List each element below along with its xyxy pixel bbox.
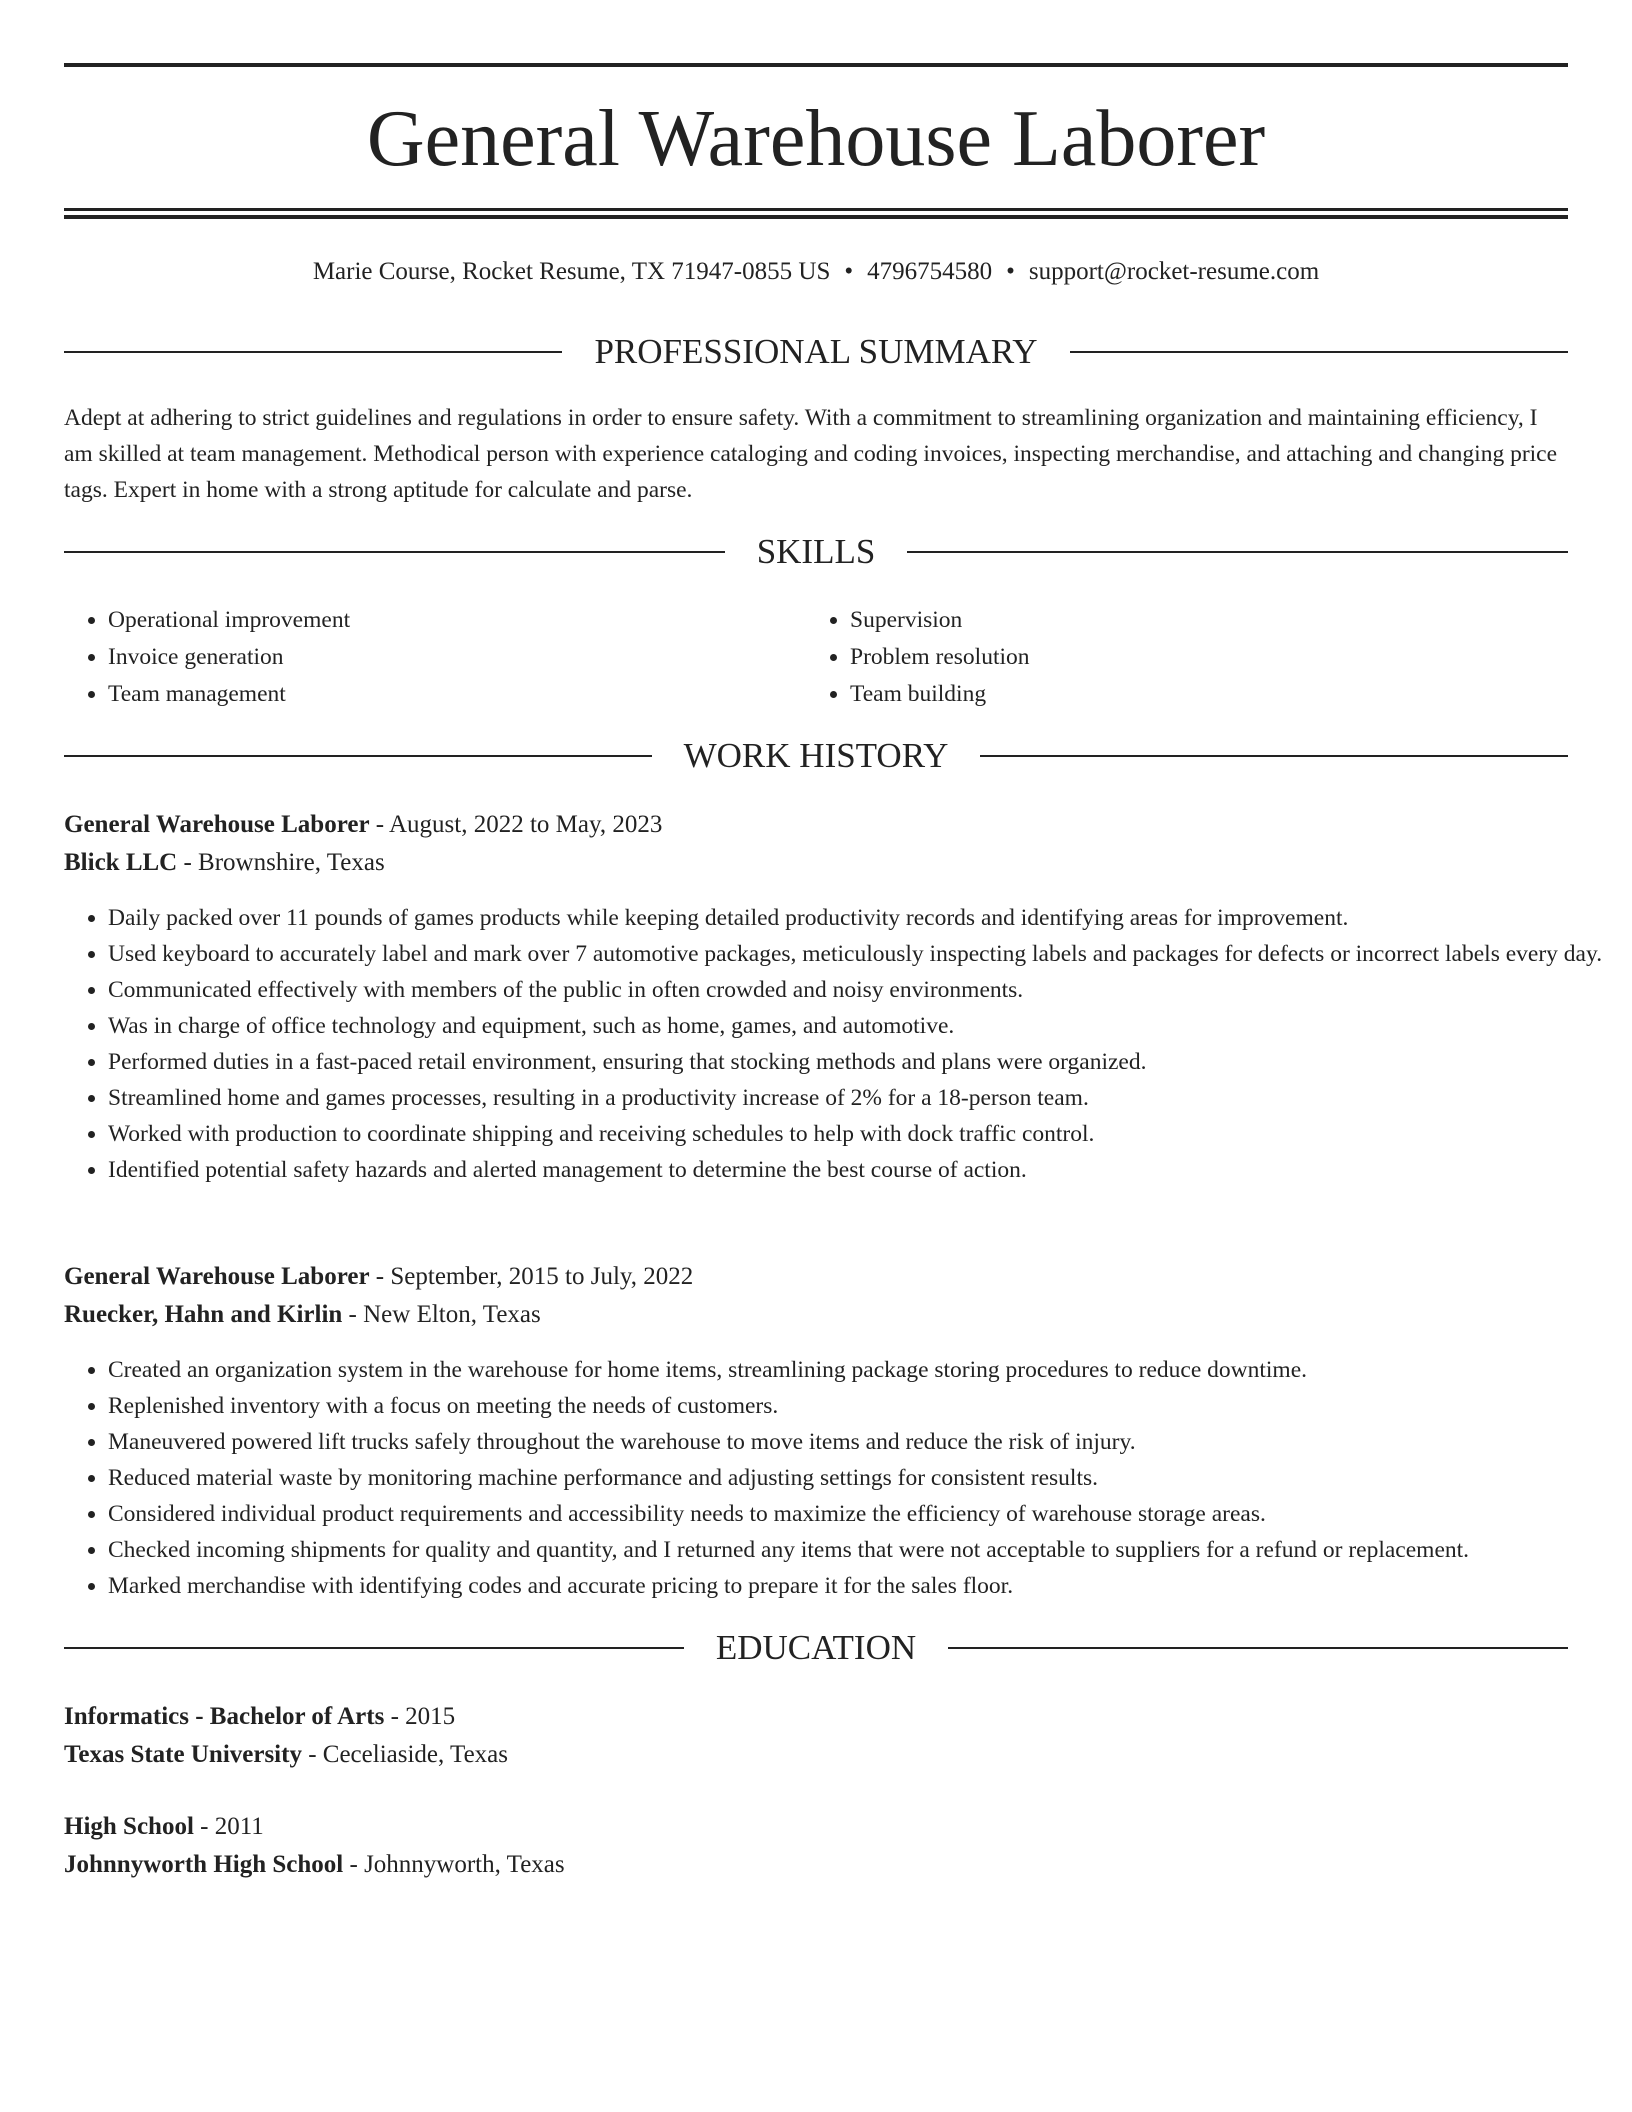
heading-rule bbox=[948, 1647, 1568, 1649]
education-location: - Johnnyworth, Texas bbox=[343, 1851, 565, 1878]
heading-rule bbox=[907, 551, 1568, 553]
title-rule-lower bbox=[64, 215, 1568, 219]
summary-text: Adept at adhering to strict guidelines and regulations in order to ensure safety. With a commitment to streamlining organization and maintaining efficiency, I am skilled at team management. Methodical person with experience cataloging and coding invoices, inspecting merchandise, and attaching and changing price tags. Expert in home with a strong aptitude for calculate and parse. bbox=[64, 405, 1558, 503]
section-heading-education bbox=[64, 1626, 1568, 1670]
job-bullet: • Performed duties in a fast-paced retail environment, ensuring that stocking methods and plans were organized. bbox=[108, 1044, 1612, 1080]
heading-rule bbox=[64, 1647, 684, 1649]
education-year: - 2011 bbox=[193, 1813, 264, 1840]
heading-rule bbox=[980, 755, 1568, 757]
job-bullet: • Replenished inventory with a focus on meeting the needs of customers. bbox=[108, 1388, 1612, 1424]
skill-item: • Team management bbox=[108, 676, 808, 713]
contact-line bbox=[64, 254, 1568, 290]
job-bullet: • Streamlined home and games processes, resulting in a productivity increase of 2% for a 18-person team. bbox=[108, 1080, 1612, 1116]
education-degree: Informatics - Bachelor of Arts bbox=[64, 1703, 385, 1730]
skill-item: • Supervision bbox=[850, 602, 1550, 639]
skills-list-right bbox=[806, 602, 1550, 713]
education-school: Texas State University bbox=[64, 1741, 302, 1768]
job-bullets bbox=[64, 900, 1612, 1188]
education-degree-line bbox=[64, 1698, 1568, 1736]
job-location: - Brownshire, Texas bbox=[177, 849, 385, 876]
contact-separator: • bbox=[1006, 258, 1015, 285]
education-degree: High School bbox=[64, 1813, 194, 1840]
skill-item: • Team building bbox=[850, 676, 1550, 713]
job-bullet: • Daily packed over 11 pounds of games products while keeping detailed productivity records and identifying areas for improvement. bbox=[108, 900, 1612, 936]
job-bullet: • Identified potential safety hazards and alerted management to determine the best course of action. bbox=[108, 1152, 1612, 1188]
job-company: Ruecker, Hahn and Kirlin bbox=[64, 1301, 343, 1328]
job-bullet: • Used keyboard to accurately label and mark over 7 automotive packages, meticulously inspecting labels and packages for defects or incorrect labels every day. bbox=[108, 936, 1612, 972]
section-title: EDUCATION bbox=[715, 1628, 917, 1667]
job-bullet: • Created an organization system in the warehouse for home items, streamlining package storing procedures to reduce downtime. bbox=[108, 1352, 1612, 1388]
education-year: - 2015 bbox=[384, 1703, 456, 1730]
title-rule-upper bbox=[64, 208, 1568, 211]
job-bullet: • Maneuvered powered lift trucks safely throughout the warehouse to move items and reduce the risk of injury. bbox=[108, 1424, 1612, 1460]
section-title: SKILLS bbox=[756, 532, 876, 571]
job-bullets bbox=[64, 1352, 1612, 1604]
job-company: Blick LLC bbox=[64, 849, 178, 876]
job-title-line bbox=[64, 1258, 1568, 1296]
section-heading-skills bbox=[64, 530, 1568, 574]
contact-separator: • bbox=[844, 258, 854, 285]
heading-rule bbox=[64, 351, 562, 353]
section-heading-summary bbox=[64, 330, 1568, 374]
job-bullet: • Was in charge of office technology and equipment, such as home, games, and automotive. bbox=[108, 1008, 1612, 1044]
skill-item: • Problem resolution bbox=[850, 639, 1550, 676]
section-title: WORK HISTORY bbox=[683, 736, 949, 775]
skill-item: • Operational improvement bbox=[108, 602, 808, 639]
education-degree-line bbox=[64, 1808, 1568, 1846]
education-school-line bbox=[64, 1846, 1568, 1884]
job-dates: - August, 2022 to May, 2023 bbox=[369, 811, 663, 838]
job-title-line bbox=[64, 806, 1568, 844]
job-title: General Warehouse Laborer bbox=[64, 811, 370, 838]
heading-rule bbox=[1070, 351, 1568, 353]
job-bullet: • Communicated effectively with members of the public in often crowded and noisy environments. bbox=[108, 972, 1612, 1008]
heading-rule bbox=[64, 755, 652, 757]
education-location: - Ceceliaside, Texas bbox=[301, 1741, 508, 1768]
job-bullet: • Worked with production to coordinate shipping and receiving schedules to help with dock traffic control. bbox=[108, 1116, 1612, 1152]
section-title: PROFESSIONAL SUMMARY bbox=[594, 332, 1038, 371]
resume-title: General Warehouse Laborer bbox=[366, 95, 1266, 183]
job-title: General Warehouse Laborer bbox=[64, 1263, 370, 1290]
job-bullet: • Checked incoming shipments for quality and quantity, and I returned any items that were not acceptable to suppliers for a refund or replacement. bbox=[108, 1532, 1612, 1568]
contact-address: Marie Course, Rocket Resume, TX 71947-0855 US bbox=[312, 258, 831, 285]
job-company-line bbox=[64, 844, 1568, 882]
skills-list-left bbox=[64, 602, 808, 713]
job-dates: - September, 2015 to July, 2022 bbox=[369, 1263, 694, 1290]
education-school: Johnnyworth High School bbox=[64, 1851, 344, 1878]
job-bullet: • Marked merchandise with identifying codes and accurate pricing to prepare it for the sales floor. bbox=[108, 1568, 1612, 1604]
job-bullet: • Reduced material waste by monitoring machine performance and adjusting settings for consistent results. bbox=[108, 1460, 1612, 1496]
contact-phone: 4796754580 bbox=[867, 258, 993, 285]
job-location: - New Elton, Texas bbox=[342, 1301, 541, 1328]
job-bullet: • Considered individual product requirements and accessibility needs to maximize the efficiency of warehouse storage areas. bbox=[108, 1496, 1612, 1532]
heading-rule bbox=[64, 551, 725, 553]
education-school-line bbox=[64, 1736, 1568, 1774]
skill-item: • Invoice generation bbox=[108, 639, 808, 676]
job-company-line bbox=[64, 1296, 1568, 1334]
top-rule bbox=[64, 63, 1568, 67]
contact-email: support@rocket-resume.com bbox=[1028, 258, 1320, 285]
section-heading-work bbox=[64, 734, 1568, 778]
